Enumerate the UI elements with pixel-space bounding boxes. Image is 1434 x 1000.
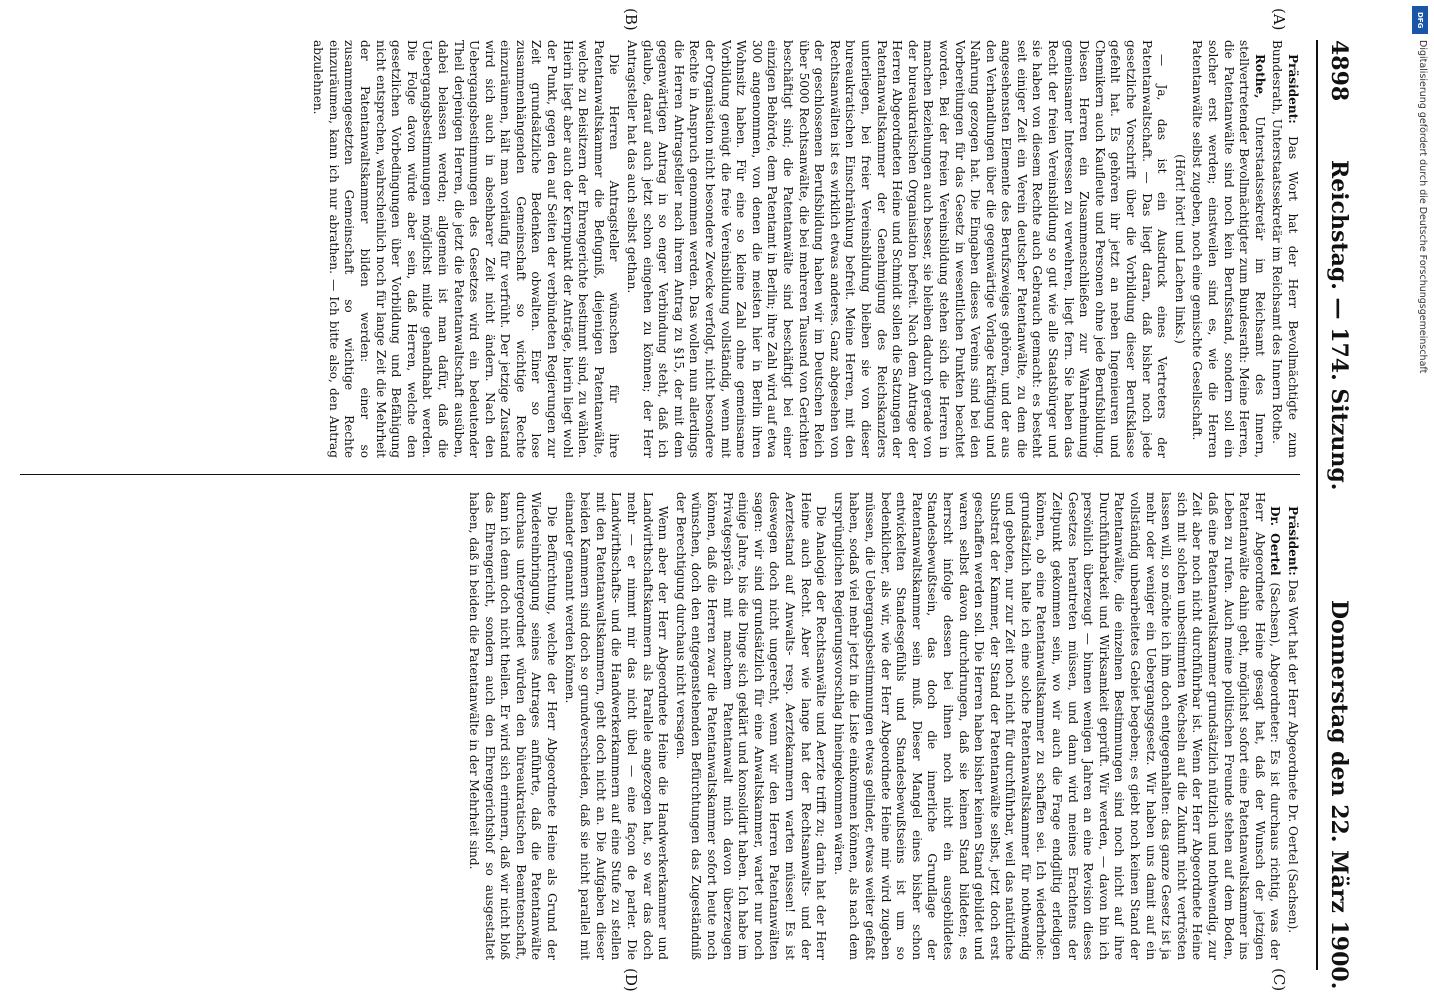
- dfg-logo: DFG: [1412, 6, 1428, 34]
- running-head: [1316, 40, 1358, 990]
- paragraph-text: Unterstaatssekretär im Reichsamt des Innern, stellvertretender Bevollmächtigter zum Bundesrath: Meine Herren, die Patentanwälte sind noch kein Berufsstand, sondern soll ein solcher erst werden; einstweilen sind es, wie die Herren Patentanwälte selbst zugeben, noch eine gemischte Gesellschaft.: [1190, 40, 1267, 458]
- paragraph-text: Die Analogie der Rechtsanwälte und Aerzte trifft zu; darin hat der Herr Heine auch Recht. Aber wie lange hat der Rechtsanwalts- und der Aerztestand auf Anwalts- resp. Aerztekammern warten müssen! Es ist deswegen doch nicht ungerecht, wenn wir den Herren Patentanwälten sagen: wir sind grundsätzlich für eine Anwaltskammer, wartet nur noch einige Jahre, bis die Dinge sich geklärt und konsolidirt haben. Ich habe im Privatgespräch mit manchem Patentanwalt mich davon überzeugen können, daß die Herren zwar die Patentanwaltskammer sofort heute noch wünschen, doch den entgegenstehenden Befürchtungen das Zugeständniß der Berechtigung durchaus nicht versagen.: [673, 492, 829, 960]
- margin-marker-d: (D): [622, 968, 640, 992]
- paragraph-text: — Ja, das ist ein Ausdruck eines Vertreters der Patentanwaltschaft. — Das liegt daran, daß bisher noch jede gesetzliche Vorschrift über die Vorbildung dieser Berufsklasse gefehlt hat. Es gehören ihr jetzt an neben Ingenieuren und Chemikern auch Kaufleute und Personen ohne jede Berufsbildung. Diesen Herren ein Zusammenschließen zur Wahrnehmung gemeinsamer Interessen zu verwehren, liegt fern. Sie haben das Recht der freien Vereinsbildung so gut wie alle Staatsbürger und sie haben von diesem Rechte auch Gebrauch gemacht: es besteht seit einiger Zeit ein Verein deutscher Patentanwälte, zu dem die angesehensten Elemente des Berufszweiges gehören, und der aus den Verhandlungen über die gegenwärtige Vorlage kräftigung und Nahrung gezogen hat. Die Eingaben dieses Vereins sind bei den Vorbereitungen für das Gesetz in wesentlichen Punkten beachtet worden. Bei der freien Vereinsbildung stehen sich die Herren in manchen Beziehungen auch besser, sie bleiben dadurch gerade von der bureaukratischen Organisation befreit. Nach dem Antrage der Herren Abgeordneten Heine und Schmidt sollen die Satzungen der Patentanwaltskammer der Genehmigung des Reichskanzlers unterliegen, bei freier Vereinsbildung bleiben sie von dieser bureaukratischen Einschränkung befreit. Meine Herren, mit den Rechtsanwälten ist es wirklich etwas anderes. Ganz abgesehen von der geschlossenen Berufsbildung haben wir im Deutschen Reich über 5000 Rechtsanwälte, die bei mehreren Tausend von Gerichten beschäftigt sind; die Patentanwälte sind beschäftigt bei einer einzigen Behörde, dem Patentamt in Berlin; ihre Zahl wird auf etwa 300 angenommen, von denen die meisten hier in Berlin ihren Wohnsitz haben. Für eine so kleine Zahl ohne gemeinsame Vorbildung genügt die freie Vereinsbildung vollständig, wenn mit der Organisation nicht besondere Zwecke verfolgt, nicht besondere Rechte in Anspruch genommen werden. Das wollen nun allerdings die Herren Antragsteller nach ihrem Antrag zu §15, der mit dem gegenwärtigen Antrag in so enger Verbindung steht, daß ich glaube, darauf auch jetzt schon eingehen zu können; der Herr Antragsteller hat das auch selbst gethan.: [625, 40, 1170, 458]
- margin-marker-a: (A): [1270, 8, 1288, 31]
- margin-marker-c: (C): [1270, 968, 1288, 992]
- funding-notice: Digitalisierung gefördert durch die Deutsche Forschungsgemeinschaft: [1417, 40, 1428, 374]
- paragraph-text: Das Wort hat der Herr Bevollmächtigte zum Bundesrath, Unterstaatssekretär im Reichsamt des Innern Rothe.: [1270, 40, 1300, 458]
- paragraph-text: Das Wort hat der Herr Abgeordnete Dr. Oertel (Sachsen).: [1286, 579, 1300, 934]
- paragraph-text: (Sachsen), Abgeordneter: Es ist durchaus richtig, was der Herr Abgeordnete Heine gesagt hat, daß der Wunsch der jetzigen Patentanwälte dahin geht, möglichst sofort eine Patentanwaltskammer ins Leben zu rufen. Auch meine politischen Freunde stehen auf dem Boden, daß eine Patentanwaltskammer grundsätzlich nützlich und nothwendig, zur Zeit aber noch nicht durchführbar ist. Wenn der Herr Abgeordnete Heine sich mit solchen unbestimmten Wechseln auf die Zukunft nicht vertrösten lassen will, so möchte ich ihm doch entgegenhalten: das ganze Gesetz ist ja mehr oder weniger ein Uebergangsgesetz. Wir haben uns damit auf ein vollständig unbearbeitetes Gebiet begeben; es giebt noch keinen Stand der Patentanwälte, die einzelnen Bestimmungen sind noch nicht auf ihre Durchführbarkeit und Wirksamkeit geprüft. Wir werden, — davon bin ich persönlich überzeugt — binnen wenigen Jahren an eine Revision dieses Gesetzes herantreten müssen, und dann wird meines Erachtens der Zeitpunkt gekommen sein, wo wir auch die Frage endgiltig erledigen können, ob eine Patentanwaltskammer zu schaffen sei. Ich wiederhole: grundsätzlich halte ich eine solche Patentanwaltskammer für nothwendig und geboten, nur zur Zeit noch nicht für durchführbar, weil das natürliche Substrat der Kammer, der Stand der Patentanwälte selbst, jetzt doch erst geschaffen werden soll. Die Herren haben bisher keinen Stand gebildet und waren selbst davon durchdrungen, daß sie keinen Stand bildeten; es herrscht infolge dessen bei ihnen noch nicht ein ausgebildetes Standesbewußtsein, das doch die innerliche Grundlage der Patentanwaltskammer sein muß. Dieser Mangel eines bisher schon entwickelten Standesgefühls und Standesbewußtseins ist um so bedenklicher, als wir, wie der Herr Abgeordnete Heine mir wird zugeben müssen, die Uebergangsbestimmungen etwas gelinder, etwas weiter gefaßt haben, sodaß viel mehr jetzt in die Liste einkommen können, als nach dem ursprünglichen Regierungsvorschlag hineingekommen wären.: [831, 492, 1283, 960]
- left-column: [20, 40, 1300, 458]
- speaker-name: Präsident:: [1286, 54, 1300, 124]
- speaker-name: Dr. Oertel: [1268, 506, 1283, 576]
- margin-marker-b: (B): [622, 8, 640, 31]
- paragraph: [466, 492, 560, 960]
- paragraph: [1284, 492, 1300, 960]
- paragraph: [623, 40, 1169, 458]
- paragraph-text: Die Befürchtung, welche der Herr Abgeordnete Heine als Grund der Wiedereinbringung seines Antrages anführte, daß die Patentanwälte durchaus untergeordnet würden den büreaukratischen Beamtenschaft, kann ich denn doch nicht theilen. Er wird sich erinnern, daß wir nicht bloß das Ehrengericht, sondern auch den Ehrengerichtshof so ausgestaltet haben, daß in beiden die Patentanwälte in der Mehrheit sind.: [467, 492, 560, 960]
- header-session: Reichstag. — 174. Sitzung.: [1326, 160, 1352, 491]
- paragraph-text: (Hört! hört! und Lachen links.): [1172, 154, 1187, 344]
- paragraph-text: Wenn aber der Herr Abgeordnete Heine die Handwerkerkammer und Landwirthschaftskammern als Parallele angezogen hat, so war das doch mehr — er nimmt mir das nicht übel — eine façon de parler. Die Landwirthschafts- und die Handwerkerkammern auf eine Stufe zu stellen mit den Patentanwaltskammern, geht doch nicht an. Die Aufgaben dieser beiden Kammern sind doch so grundverschieden, daß sie nicht parallel mit einander genannt werden können.: [562, 492, 671, 960]
- right-column: [20, 492, 1300, 960]
- speaker-name: Präsident:: [1286, 506, 1300, 576]
- column-divider: [20, 474, 1300, 475]
- paragraph-text: Die Herren Antragsteller wünschen für ihre Patentanwaltskammer die Befugniß, diejenigen Patentanwälte, welche zu Beisitzern der Ehrengerichte bestimmt sind, zu wählen. Hierin liegt aber auch der Kernpunkt der Anträge, hierin liegt wohl der Punkt, gegen den auf Seiten der verbündeten Regierungen zur Zeit grundsätzliche Bedenken obwalten. Einer so lose zusammenhängenden Gemeinschaft so wichtige Rechte einzuräumen, hält man vorläufig für verfrüht. Der jetzige Zustand wird sich auch in absehbarer Zeit nicht ändern. Nach den Uebergangsbestimmungen des Gesetzes wird ein bedeutender Theil derjenigen Herren, die jetzt die Patentanwaltschaft ausüben, dabei belassen werden; allgemein ist man dafür, daß die Uebergangsbestimmungen möglichst milde gehandhabt werden. Die Folge davon würde aber sein, daß Herren, welche den gesetzlichen Vorbedingungen über Vorbildung und Befähigung nicht entsprechen, wahrscheinlich noch für lange Zeit die Mehrheit der Patentanwaltskammer bilden werden: einer so zusammengesetzten Gemeinschaft so wichtige Rechte einzuräumen, kann ich nur abrathen. — Ich bitte also, den Antrag abzulehnen.: [311, 40, 622, 458]
- paragraph: [561, 492, 670, 960]
- paragraph: [310, 40, 622, 458]
- speaker-name: Rothe,: [1252, 54, 1267, 99]
- paragraph: [672, 492, 828, 960]
- page-number: 4898: [1326, 40, 1352, 102]
- paragraph: [830, 492, 1282, 960]
- header-date: Donnerstag den 22. März 1900.: [1326, 600, 1352, 990]
- paragraph: [1269, 40, 1300, 458]
- digitization-note: [1400, 0, 1434, 1000]
- paragraph: [1171, 40, 1187, 458]
- paragraph: [1189, 40, 1267, 458]
